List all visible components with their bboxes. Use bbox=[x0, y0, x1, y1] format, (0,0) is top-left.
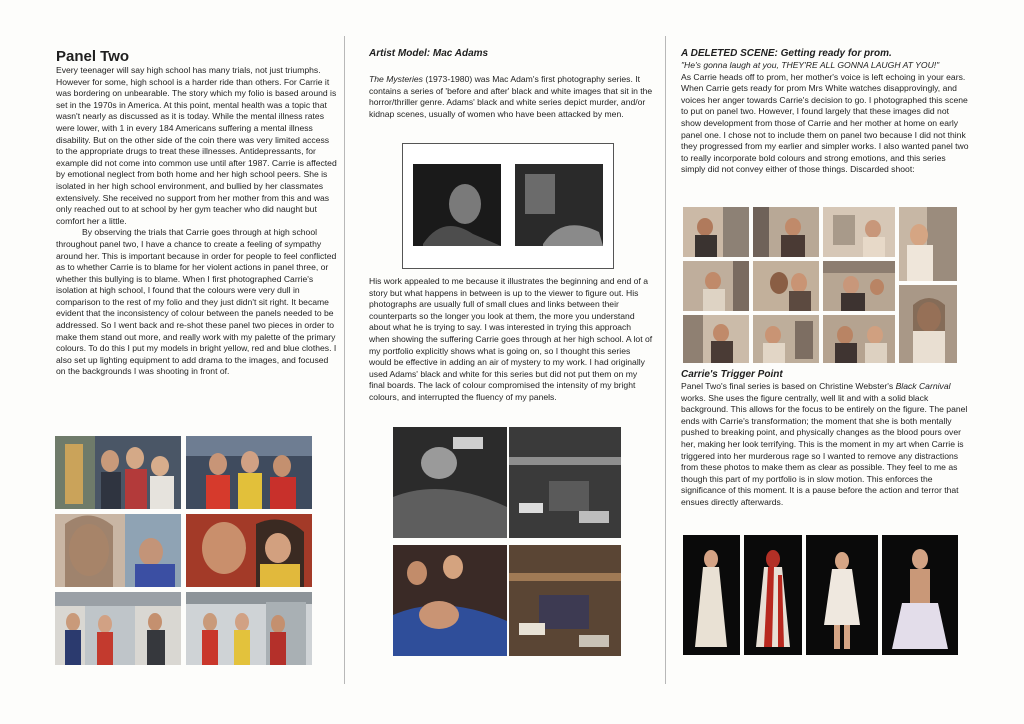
trigger-point-text-a: Panel Two's final series is based on Christine Webster's bbox=[681, 381, 896, 391]
carrie-figure-1 bbox=[683, 535, 740, 655]
photo-bw-classroom bbox=[509, 427, 621, 538]
trigger-point-heading: Carrie's Trigger Point bbox=[681, 369, 783, 380]
carrie-figure-2-blood bbox=[744, 535, 802, 655]
panel-two-paragraph-1: Every teenager will say high school has many trials, not just triumphs. However for some, high school is a harder ride than others. For Carrie it was bordering on unbearable. The story which my folio is based around is set in the 1970s in America. At this point, mental health was a topic that wasn't nearly as discussed as it is today. While the mental illness rates were lower, with 1 in every 184 Americans suffering a mental illness disability. But on the other side of the coin there was very limited access to the appropriate drugs to treat these illnesses. Antidepressants, for example did not come into common use until after 1987. Carrie is affected by emotional neglect from both home and her high school peers. She is isolated in her high school environment, and bullied by her classmates extensively. She received no support from her mother from this and was only reached out to at school by her gym teacher who did naught but comfort her a little. bbox=[56, 65, 337, 226]
artist-model-intro bbox=[369, 74, 653, 120]
photo-corridor-walk bbox=[55, 592, 181, 665]
column-artist-model bbox=[369, 48, 653, 120]
photo-colour-girl-lying bbox=[393, 545, 507, 656]
black-carnival-title: Black Carnival bbox=[895, 381, 951, 391]
mysteries-description: (1973-1980) was Mac Adam's first photography series. It contains a series of 'before and after' black and white images that sit in the horror/thriller genre. Adams' black and white series depict murder, and/or kidnap scenes, usually of women who have been attacked by men. bbox=[369, 74, 653, 119]
discarded-shot-11 bbox=[823, 315, 895, 363]
discarded-shot-5 bbox=[683, 261, 749, 311]
column-panel-two bbox=[56, 48, 338, 378]
panel-two-heading: Panel Two bbox=[56, 48, 130, 65]
deleted-scene-paragraph: As Carrie heads off to prom, her mother's voice is left echoing in your ears. When Carrie gets ready for prom Mrs White watches disapprovingly, and voices her anger towards Carrie's decision to go. I photographed this scene to put on panel two. However, I found largely that these images did not show development from those of Carrie and her mother at home on early panel one. I chose not to include them on panel two because I did not think they progressed from my earlier and simpler works. I also wanted panel two to really incorporate bold colours and strong emotions, and this series simply did not convey either of those things. Discarded shoot: bbox=[681, 71, 969, 175]
column-trigger-point bbox=[681, 369, 969, 509]
photo-bw-girl-lying bbox=[393, 427, 507, 538]
trigger-point-text-b: works. She uses the figure centrally, well lit and with a solid black background. This allows for the focus to be entirely on the figure. The panel ends with Carrie's transformation; the moment that she is both mentally pushed to breaking point, and physically changes as the blood pours over her, making her look terrifying. This is the moment in my art when Carrie is triggered into her murderous rage so I wanted to remove any distractions from these photos to make them as clear as possible. They feel to me as though this part of my portfolio is in slow motion. This enforces the significance of this moment. It is a pause before the action and terror that ensues directly afterwards. bbox=[681, 392, 968, 507]
discarded-shot-3 bbox=[823, 207, 895, 257]
photo-school-stairs-group bbox=[55, 436, 181, 509]
mother-quote: "He's gonna laugh at you, THEY'RE ALL GONNA LAUGH AT YOU!" bbox=[681, 60, 940, 70]
mac-adams-artwork-frame bbox=[402, 143, 614, 269]
column-divider-left bbox=[344, 36, 345, 684]
panel-two-paragraph-2: By observing the trials that Carrie goes through at high school throughout panel two, I have a chance to create a feeling of sympathy around her. This is important because in order for people to feel conflicted as to whether Carrie is to blame for her violent actions in panel three, or whether this bullying is to blame. When I first photographed Carrie's isolation at high school, I found that the colours were very dull in comparison to the rest of my folio and they just didn't sit right. It became evident that the inconsistency of colour between the panels needed to be addressed. So I went back and re-shot these panel two pieces in order to make them stand out more, and really work with my palette of the primary colours. To do this I put my models in bright yellow, red and blue clothes. I also set up lighting equipment to add drama to the images, and focused on the backgrounds I was shooting in front of. bbox=[56, 227, 337, 377]
artist-model-paragraph-2: His work appealed to me because it illustrates the beginning and end of a story but what happens in between is up to the viewer to figure out. His photographs are usually full of small clues and links between their counterparts so the longer you look at them, the more you understand about what he is trying to say. I was interested in trying this approach when showing the suffering Carrie goes through at her high school. A lot of my portfolio explicitly shows what is going on, so I thought this series would be effective in adding an air of mystery to my work. I had originally used Adams' black and white for this series but did not put them on my final boards. The lack of colour compromised the intensity of my bright colours, and interrupted the fluency of my panels. bbox=[369, 276, 653, 402]
discarded-shot-2 bbox=[753, 207, 819, 257]
discarded-shot-8 bbox=[899, 285, 957, 363]
carrie-figure-3 bbox=[806, 535, 878, 655]
discarded-shot-1 bbox=[683, 207, 749, 257]
mysteries-title: The Mysteries bbox=[369, 74, 423, 84]
deleted-scene-heading: A DELETED SCENE: Getting ready for prom. bbox=[681, 48, 892, 59]
photo-colour-classroom bbox=[509, 545, 621, 656]
discarded-shot-6 bbox=[753, 261, 819, 311]
column-deleted-scene bbox=[681, 48, 969, 176]
column-divider-right bbox=[665, 36, 666, 684]
artist-model-heading: Artist Model: Mac Adams bbox=[369, 48, 489, 59]
discarded-shot-10 bbox=[753, 315, 819, 363]
photo-hallway-group bbox=[186, 592, 312, 665]
discarded-shot-4 bbox=[899, 207, 957, 281]
carrie-figure-4 bbox=[882, 535, 958, 655]
photo-comfort-scene bbox=[186, 514, 312, 587]
column-artist-model-lower bbox=[369, 276, 653, 404]
discarded-shot-7 bbox=[823, 261, 895, 311]
trigger-point-paragraph bbox=[681, 381, 969, 509]
photo-corridor-girls bbox=[186, 436, 312, 509]
photo-girl-portrait bbox=[55, 514, 181, 587]
discarded-shot-9 bbox=[683, 315, 749, 363]
